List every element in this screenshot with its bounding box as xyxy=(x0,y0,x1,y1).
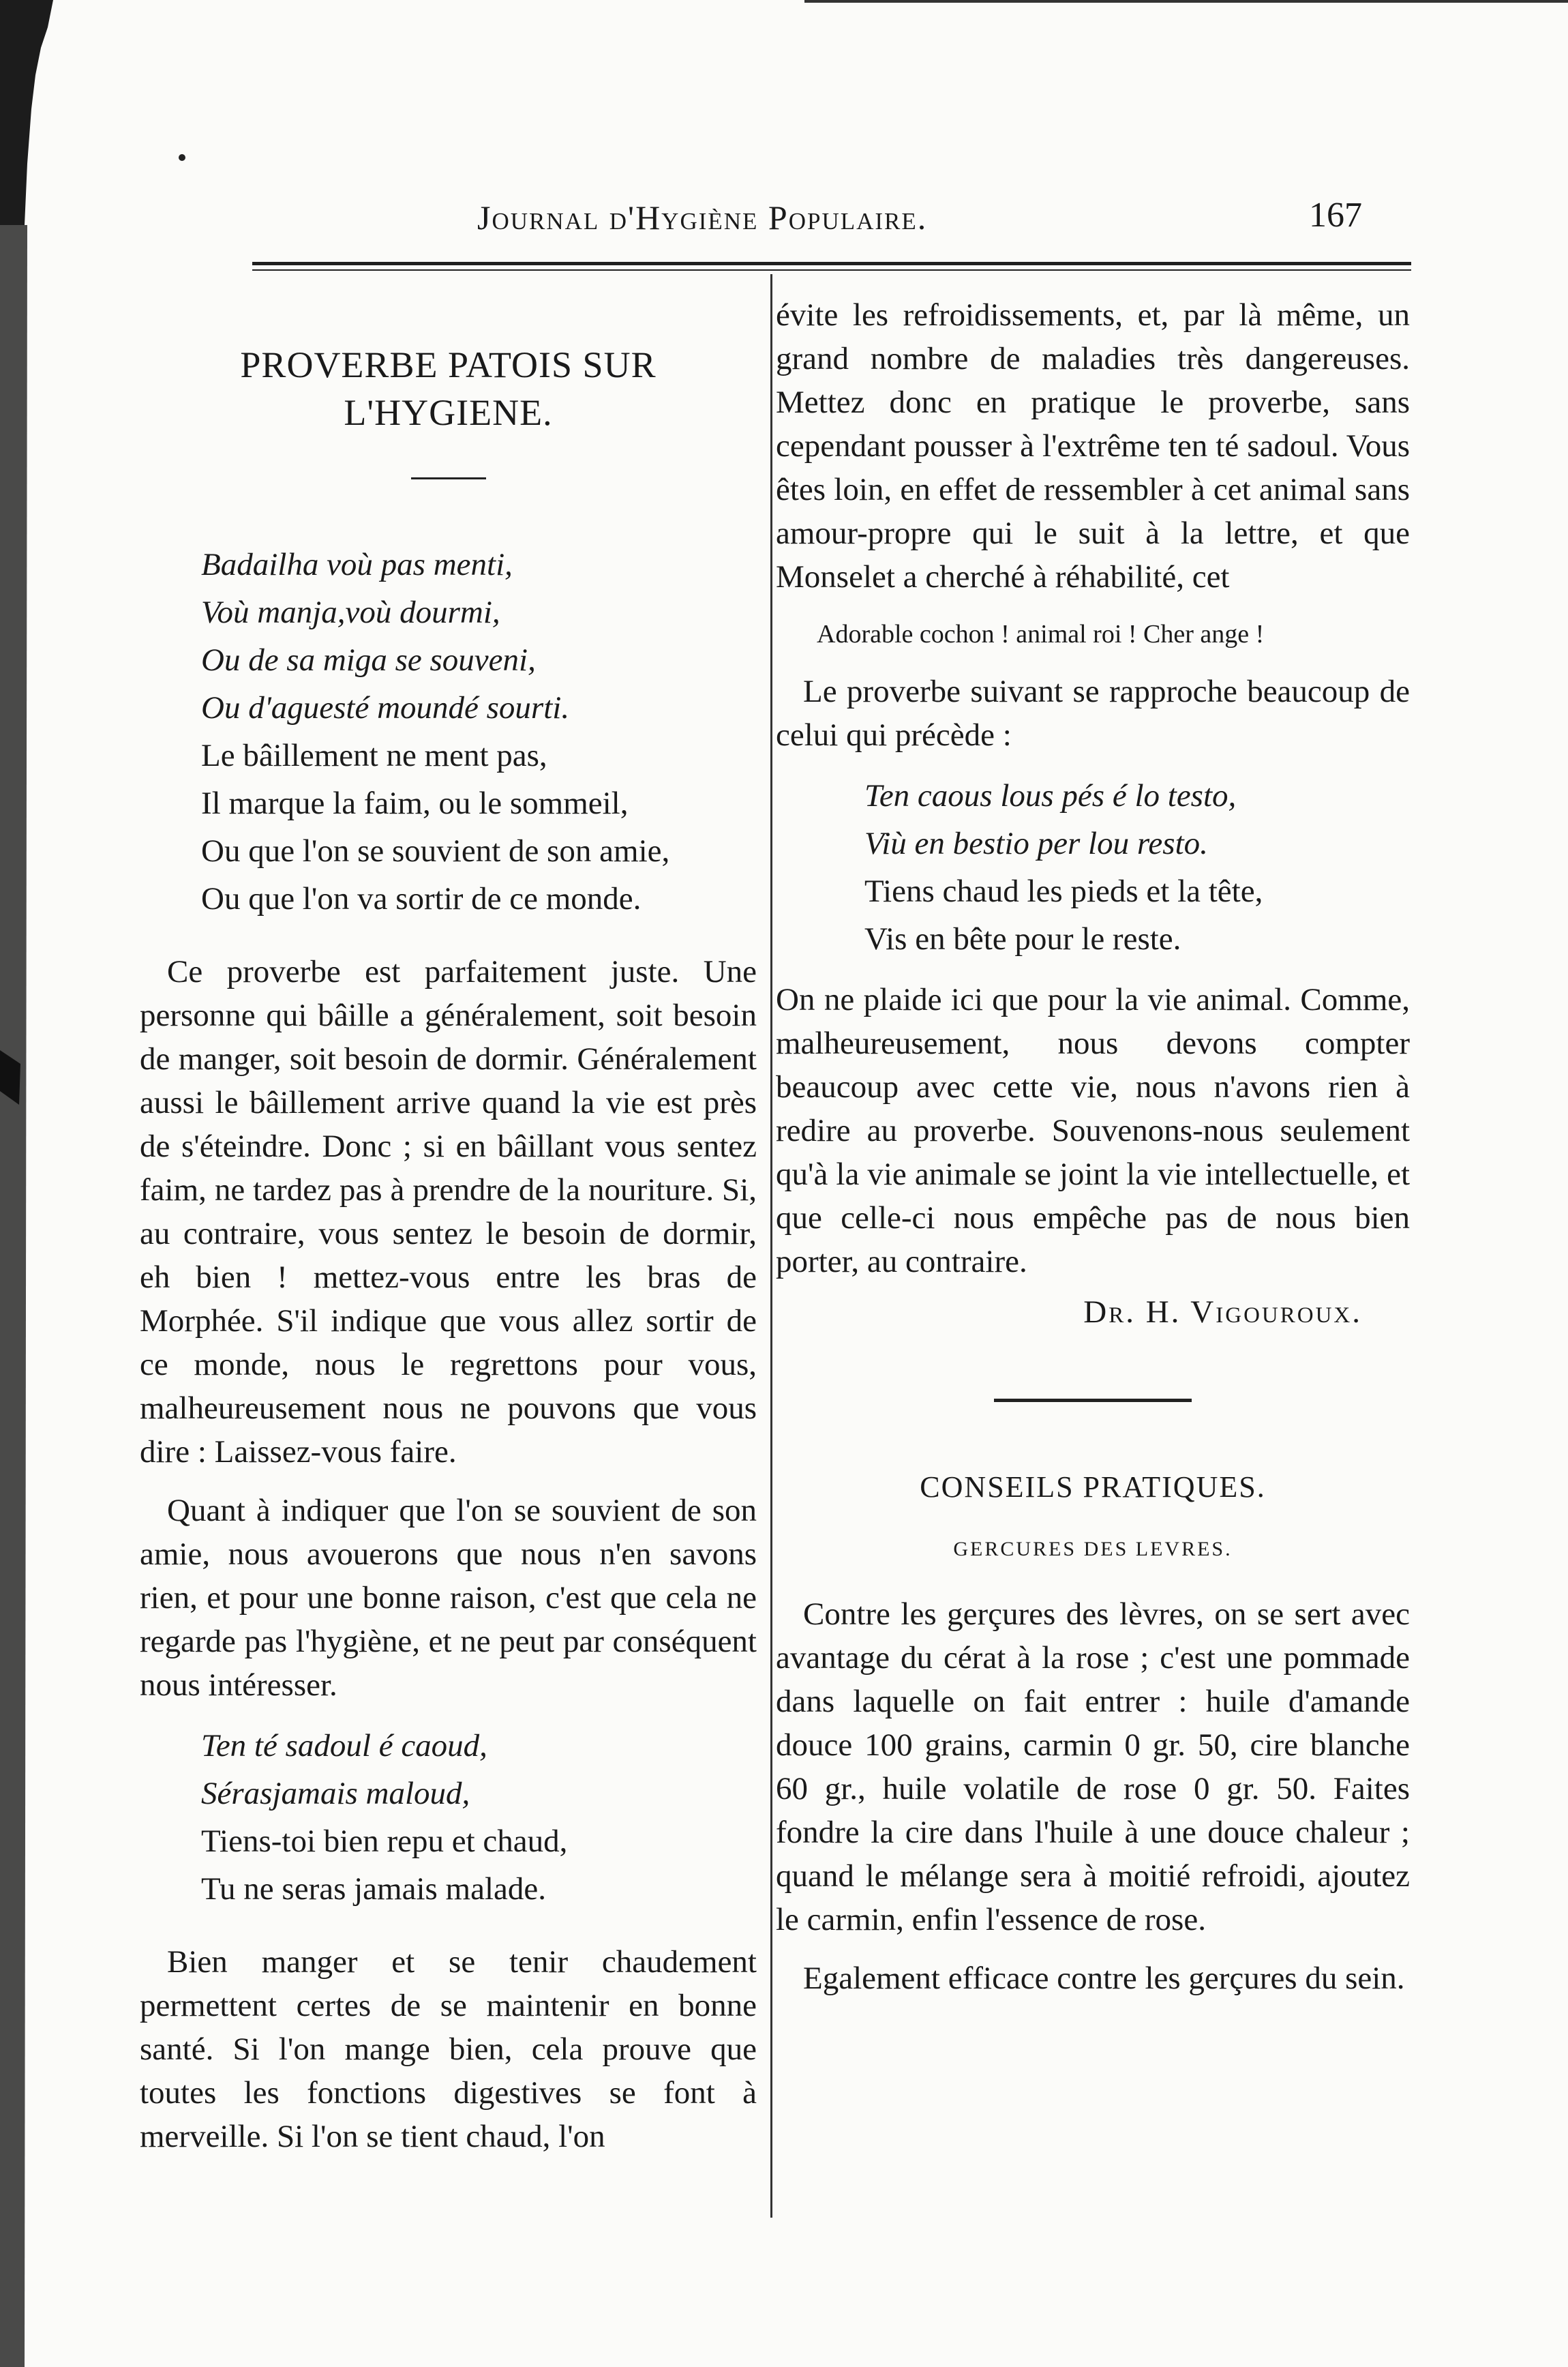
section-rule xyxy=(994,1399,1192,1402)
paragraph: Egalement efficace contre les gerçures du sein. xyxy=(803,1961,1405,1996)
section-subtitle: GERCURES DES LEVRES. xyxy=(953,1538,1233,1560)
section-title: CONSEILS PRATIQUES. xyxy=(920,1470,1266,1504)
verse-line: Il marque la faim, ou le sommeil, xyxy=(201,786,629,821)
paragraph: Quant à indiquer que l'on se souvient de son amie, nous avouerons que nous n'en savons rien, et pour une bonne raison, c'est que cela ne regarde pas l'hygiène, et ne peut par conséquent nous intéresser. xyxy=(140,1493,757,1703)
scan-edge-artifact xyxy=(0,0,53,2367)
patois-verse-2 xyxy=(201,1722,757,1817)
verse-line: Vis en bête pour le reste. xyxy=(864,921,1181,957)
paragraph: évite les refroidissements, et, par là même, un grand nombre de maladies très dangereuses. Mettez donc en pratique le proverbe, sans cependant pousser à l'extrême ten té sadoul. Vous êtes loin, en effet de ressembler à cet animal sans amour-propre qui le suit à la lettre, et que Monselet a cherché à réhabilité, cet xyxy=(776,297,1410,595)
verse-line: Voù manja,voù dourmi, xyxy=(201,595,500,630)
verse-line: Sérasjamais maloud, xyxy=(201,1776,470,1811)
french-verse-3 xyxy=(864,867,1410,963)
verse-line: Ou d'aguesté moundé sourti. xyxy=(201,690,570,726)
paragraph: On ne plaide ici que pour la vie animal. Comme, malheureusement, nous devons compter beaucoup avec cette vie, nous n'avons rien à redire au proverbe. Souvenons-nous seulement qu'à la vie animale se joint la vie intellectuelle, et que celle-ci nous empêche pas de nous bien porter, au contraire. xyxy=(776,982,1410,1279)
right-column xyxy=(776,293,1410,2000)
verse-line: Ou que l'on se souvient de son amie, xyxy=(201,833,670,869)
verse-line: Ou de sa miga se souveni, xyxy=(201,642,536,678)
verse-line: Tiens chaud les pieds et la tête, xyxy=(864,874,1263,909)
quotation: Adorable cochon ! animal roi ! Cher ange ! xyxy=(817,620,1265,649)
article-title: PROVERBE PATOIS SUR L'HYGIENE. xyxy=(240,344,657,433)
left-column xyxy=(140,293,757,2158)
patois-verse-1 xyxy=(201,541,757,732)
verse-line: Ten té sadoul é caoud, xyxy=(201,1728,487,1763)
author-signature: Dr. H. Vigouroux. xyxy=(1083,1294,1362,1330)
header-rule xyxy=(252,262,1411,271)
verse-line: Viù en bestio per lou resto. xyxy=(864,826,1208,861)
verse-line: Badailha voù pas menti, xyxy=(201,547,513,582)
verse-line: Le bâillement ne ment pas, xyxy=(201,738,547,773)
paragraph: Bien manger et se tenir chaudement permettent certes de se maintenir en bonne santé. Si l'on mange bien, cela prouve que toutes les fonctions digestives se font à merveille. Si l'on se tient chaud, l'on xyxy=(140,1944,757,2154)
paragraph: Ce proverbe est parfaitement juste. Une personne qui bâille a généralement, soit besoin de manger, soit besoin de dormir. Généralement aussi le bâillement arrive quand la vie est près de s'éteindre. Donc ; si en bâillant vous sentez faim, ne tardez pas à prendre de la nouriture. Si, au contraire, vous sentez le besoin de dormir, eh bien ! mettez-vous entre les bras de Morphée. S'il indique que vous allez sortir de ce monde, nous le regrettons pour vous, malheureusement nous ne pouvons que vous dire : Laissez-vous faire. xyxy=(140,954,757,1470)
verse-line: Ten caous lous pés é lo testo, xyxy=(864,778,1237,814)
scan-top-edge xyxy=(804,0,1568,20)
patois-verse-3 xyxy=(864,772,1410,867)
running-head: Journal d'Hygiène Populaire. xyxy=(477,198,928,237)
french-verse-2 xyxy=(201,1817,757,1913)
verse-line: Tu ne seras jamais malade. xyxy=(201,1871,547,1907)
paragraph: Le proverbe suivant se rapproche beaucoup de celui qui précède : xyxy=(776,674,1410,753)
verse-line: Ou que l'on va sortir de ce monde. xyxy=(201,881,642,917)
page-number: 167 xyxy=(1309,196,1362,235)
paragraph: Contre les gerçures des lèvres, on se sert avec avantage du cérat à la rose ; c'est une pommade dans laquelle on fait entrer : huile d'amande douce 100 grains, carmin 0 gr. 50, cire blanche 60 gr., huile volatile de rose 0 gr. 50. Faites fondre la cire dans l'huile à une douce chaleur ; quand le mélange sera à moitié refroidi, ajoutez le carmin, enfin l'essence de rose. xyxy=(776,1596,1410,1937)
french-verse-1 xyxy=(201,732,757,923)
ink-speck xyxy=(179,154,185,161)
column-divider xyxy=(770,274,772,2218)
title-rule xyxy=(411,477,486,479)
verse-line: Tiens-toi bien repu et chaud, xyxy=(201,1823,568,1859)
